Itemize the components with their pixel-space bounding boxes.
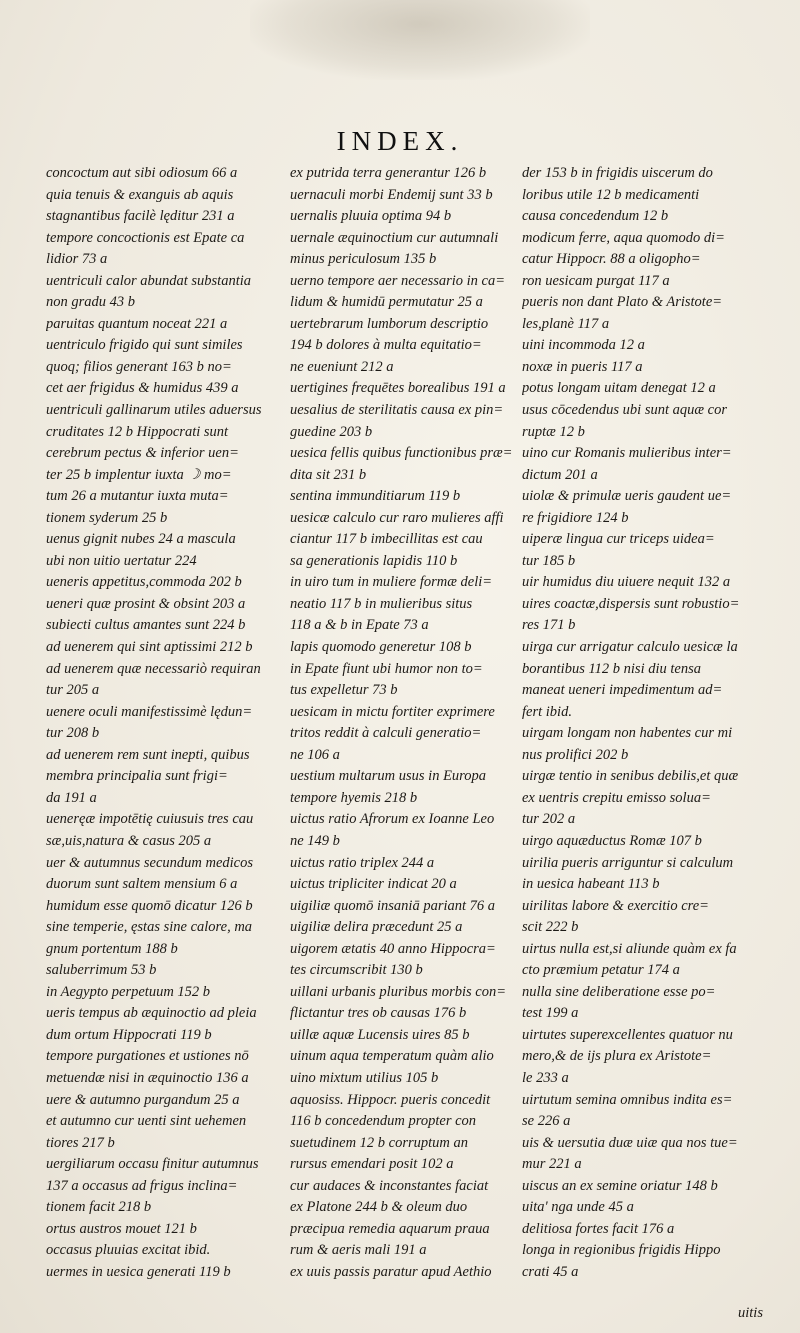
index-entry-line: tus expelletur 73 b: [290, 682, 398, 699]
index-entry-line: non gradu 43 b: [46, 294, 136, 311]
index-entry-line: uires coactæ,dispersis sunt robustio=: [522, 595, 740, 612]
index-entry-line: longa in regionibus frigidis Hippo: [522, 1242, 721, 1259]
index-entry-line: uirtutum semina omnibus indita es=: [522, 1091, 733, 1108]
index-entry-line: suetudinem 12 b corruptum an: [290, 1134, 469, 1151]
index-entry-line: uermes in uesica generati 119 b: [46, 1263, 231, 1280]
index-entry-line: cruditates 12 b Hippocrati sunt: [46, 423, 229, 440]
index-entry-line: uigiliæ quomō insaniā pariant 76 a: [290, 897, 496, 914]
index-entry-line: uino mixtum utilius 105 b: [290, 1069, 439, 1086]
index-entry-line: uino cur Romanis mulieribus inter=: [522, 445, 732, 462]
index-entry-line: ron uesicam purgat 117 a: [522, 272, 670, 289]
index-entry-line: ex putrida terra generantur 126 b: [290, 165, 487, 181]
index-entry-line: in uiro tum in muliere formæ deli=: [290, 574, 493, 591]
index-entry-line: minus periculosum 135 b: [290, 251, 437, 268]
index-entry-line: uillani urbanis pluribus morbis con=: [290, 983, 507, 1000]
index-entry-line: usus cōcedendus ubi sunt aquæ cor: [522, 402, 727, 419]
index-entry-line: ne 149 b: [290, 832, 340, 849]
index-entry-line: uigiliæ delira præcedunt 25 a: [290, 919, 463, 936]
index-entry-line: uirilitas labore & exercitio cre=: [522, 897, 709, 914]
index-entry-line: fert ibid.: [522, 703, 572, 720]
index-entry-line: ueneris appetitus,commoda 202 b: [46, 574, 242, 591]
index-entry-line: uiolæ & primulæ ueris gaudent ue=: [522, 488, 732, 505]
index-entry-line: uirgæ tentio in senibus debilis,et quæ: [522, 768, 739, 785]
index-entry-line: uigorem ætatis 40 anno Hippocra=: [290, 940, 496, 957]
index-entry-line: subiecti cultus amantes sunt 224 b: [46, 617, 246, 634]
index-entry-line: in uesica habeant 113 b: [522, 876, 660, 893]
index-entry-line: uictus ratio Afrorum ex Ioanne Leo: [290, 811, 495, 828]
index-entry-line: ter 25 b implentur iuxta ☽ mo=: [46, 466, 232, 483]
water-stain: [250, 0, 590, 80]
index-entry-line: concoctum aut sibi odiosum 66 a: [46, 165, 238, 181]
index-entry-line: tur 185 b: [522, 552, 576, 569]
index-entry-line: mur 221 a: [522, 1156, 582, 1173]
index-entry-line: uesica fellis quibus functionibus præ=: [290, 445, 513, 462]
index-entry-line: uinum aqua temperatum quàm alio: [290, 1048, 494, 1065]
index-entry-line: uestium multarum usus in Europa: [290, 768, 487, 785]
index-entry-line: catur Hippocr. 88 a oligopho=: [522, 251, 701, 268]
index-entry-line: uenere oculi manifestissimè lędun=: [46, 703, 253, 720]
index-entry-line: ueneri quæ prosint & obsint 203 a: [46, 595, 246, 612]
index-entry-line: se 226 a: [522, 1113, 571, 1130]
index-entry-line: flictantur tres ob causas 176 b: [290, 1005, 467, 1022]
index-entry-line: et autumno cur uenti sint uehemen: [46, 1113, 247, 1130]
index-entry-line: tritos reddit à calculi generatio=: [290, 725, 482, 742]
index-entry-line: uirtutes superexcellentes quatuor nu: [522, 1026, 733, 1043]
index-entry-line: uirgo aquæductus Romæ 107 b: [522, 832, 702, 849]
index-entry-line: potus longam uitam denegat 12 a: [522, 380, 716, 397]
index-entry-line: modicum ferre, aqua quomodo di=: [522, 229, 725, 246]
index-entry-line: ex uuis passis paratur apud Aethio: [290, 1263, 492, 1280]
index-entry-line: 118 a & b in Epate 73 a: [290, 617, 429, 634]
index-column-3: [522, 163, 760, 1283]
index-entry-line: uenus gignit nubes 24 a mascula: [46, 531, 236, 548]
index-entry-line: rum & aeris mali 191 a: [290, 1242, 427, 1259]
index-entry-line: uentriculo frigido qui sunt similes: [46, 337, 243, 354]
index-entry-line: præcipua remedia aquarum praua: [290, 1220, 490, 1237]
index-entry-line: quia tenuis & exanguis ab aquis: [46, 186, 234, 203]
catchword: uitis: [738, 1305, 763, 1321]
index-column-1: [46, 163, 282, 1283]
index-entry-line: maneat ueneri impedimentum ad=: [522, 682, 723, 699]
index-entry-line: uis & uersutia duæ uiæ qua nos tue=: [522, 1134, 738, 1151]
index-entry-line: uerno tempore aer necessario in ca=: [290, 272, 506, 289]
index-entry-line: der 153 b in frigidis uiscerum do: [522, 165, 713, 181]
index-entry-line: ubi non uitio uertatur 224: [46, 552, 197, 569]
index-entry-line: tempore hyemis 218 b: [290, 789, 418, 806]
index-entry-line: ortus austros mouet 121 b: [46, 1220, 197, 1237]
index-entry-line: uergiliarum occasu finitur autumnus: [46, 1156, 259, 1173]
index-entry-line: aquosiss. Hippocr. pueris concedit: [290, 1091, 491, 1108]
index-entry-line: causa concedendum 12 b: [522, 208, 669, 225]
index-entry-line: cur audaces & inconstantes faciat: [290, 1177, 489, 1194]
index-entry-line: uiperæ lingua cur triceps uidea=: [522, 531, 715, 548]
index-entry-line: sæ,uis,natura & casus 205 a: [46, 832, 212, 849]
index-entry-line: les,planè 117 a: [522, 315, 610, 332]
index-entry-line: da 191 a: [46, 789, 97, 806]
index-entry-line: noxæ in pueris 117 a: [522, 358, 643, 375]
index-entry-line: tes circumscribit 130 b: [290, 962, 423, 979]
index-entry-line: lidum & humidū permutatur 25 a: [290, 294, 483, 311]
index-entry-line: uini incommoda 12 a: [522, 337, 645, 354]
index-entry-line: 137 a occasus ad frigus inclina=: [46, 1177, 238, 1194]
index-entry-line: ciantur 117 b imbecillitas est cau: [290, 531, 483, 548]
index-entry-line: cto præmium petatur 174 a: [522, 962, 680, 979]
index-entry-line: uirgam longam non habentes cur mi: [522, 725, 733, 742]
index-entry-line: tum 26 a mutantur iuxta muta=: [46, 488, 229, 505]
index-entry-line: ruptæ 12 b: [522, 423, 585, 440]
index-entry-line: sentina immunditiarum 119 b: [290, 488, 461, 505]
index-entry-line: tiores 217 b: [46, 1134, 115, 1151]
index-entry-line: dictum 201 a: [522, 466, 598, 483]
index-entry-line: pueris non dant Plato & Aristote=: [522, 294, 723, 311]
index-entry-line: test 199 a: [522, 1005, 579, 1022]
index-entry-line: uere & autumno purgandum 25 a: [46, 1091, 240, 1108]
index-entry-line: tionem syderum 25 b: [46, 509, 168, 526]
index-entry-line: dum ortum Hippocrati 119 b: [46, 1026, 212, 1043]
index-entry-line: cet aer frigidus & humidus 439 a: [46, 380, 239, 397]
index-entry-line: ueneręæ impotētię cuiusuis tres cau: [46, 811, 254, 828]
index-entry-line: uillæ aquæ Lucensis uires 85 b: [290, 1026, 470, 1043]
index-entry-line: uernale æquinoctium cur autumnali: [290, 229, 499, 246]
index-entry-line: 194 b dolores à multa equitatio=: [290, 337, 482, 354]
index-entry-line: membra principalia sunt frigi=: [46, 768, 228, 785]
index-entry-line: crati 45 a: [522, 1263, 579, 1280]
index-entry-line: paruitas quantum noceat 221 a: [46, 315, 228, 332]
index-entry-line: uictus tripliciter indicat 20 a: [290, 876, 457, 893]
index-entry-line: uentriculi calor abundat substantia: [46, 272, 252, 289]
index-entry-line: ad uenerem qui sint aptissimi 212 b: [46, 639, 253, 656]
index-entry-line: sa generationis lapidis 110 b: [290, 552, 458, 569]
index-entry-line: tempore purgationes et ustiones nō: [46, 1048, 249, 1065]
index-entry-line: ad uenerem quæ necessariò requiran: [46, 660, 261, 677]
index-entry-line: metuendæ nisi in æquinoctio 136 a: [46, 1069, 249, 1086]
index-entry-line: le 233 a: [522, 1069, 569, 1086]
index-entry-line: re frigidiore 124 b: [522, 509, 629, 526]
index-entry-line: uirtus nulla est,si aliunde quàm ex fa: [522, 940, 737, 957]
index-entry-line: uertigines frequētes borealibus 191 a: [290, 380, 506, 397]
index-entry-line: uentriculi gallinarum utiles aduersus: [46, 402, 262, 419]
index-entry-line: loribus utile 12 b medicamenti: [522, 186, 700, 203]
index-entry-line: dita sit 231 b: [290, 466, 367, 483]
index-entry-line: ex uentris crepitu emisso solua=: [522, 789, 711, 806]
index-entry-line: neatio 117 b in mulieribus situs: [290, 595, 473, 612]
index-entry-line: nulla sine deliberatione esse po=: [522, 983, 716, 1000]
index-entry-line: lapis quomodo generetur 108 b: [290, 639, 472, 656]
index-entry-line: uesicam in mictu fortiter exprimere: [290, 703, 495, 720]
index-entry-line: uita' nga unde 45 a: [522, 1199, 634, 1216]
index-entry-line: ad uenerem rem sunt inepti, quibus: [46, 746, 250, 763]
index-entry-line: sine temperie, ęstas sine calore, ma: [46, 919, 253, 936]
index-entry-line: lidior 73 a: [46, 251, 108, 268]
index-entry-line: tur 208 b: [46, 725, 100, 742]
index-entry-line: quoq; filios generant 163 b no=: [46, 358, 232, 375]
index-entry-line: stagnantibus facilè lęditur 231 a: [46, 208, 235, 225]
index-entry-line: 116 b concedendum propter con: [290, 1113, 477, 1130]
index-entry-line: ne eueniunt 212 a: [290, 358, 394, 375]
index-entry-line: scit 222 b: [522, 919, 579, 936]
index-entry-line: uernaculi morbi Endemij sunt 33 b: [290, 186, 493, 203]
index-column-2: [290, 163, 514, 1283]
index-entry-line: uirga cur arrigatur calculo uesicæ la: [522, 639, 738, 656]
index-entry-line: delitiosa fortes facit 176 a: [522, 1220, 675, 1237]
index-entry-line: tur 205 a: [46, 682, 100, 699]
index-entry-line: saluberrimum 53 b: [46, 962, 157, 979]
index-entry-line: uir humidus diu uiuere nequit 132 a: [522, 574, 731, 591]
index-entry-line: occasus pluuias excitat ibid.: [46, 1242, 211, 1259]
index-entry-line: uernalis pluuia optima 94 b: [290, 208, 452, 225]
index-entry-line: mero,& de ijs plura ex Aristote=: [522, 1048, 712, 1065]
index-entry-line: res 171 b: [522, 617, 576, 634]
index-entry-line: in Epate fiunt ubi humor non to=: [290, 660, 483, 677]
index-entry-line: ueris tempus ab æquinoctio ad pleia: [46, 1005, 257, 1022]
index-entry-line: uiscus an ex semine oriatur 148 b: [522, 1177, 718, 1194]
index-entry-line: gnum portentum 188 b: [46, 940, 178, 957]
index-entry-line: uirilia pueris arriguntur si calculum: [522, 854, 734, 871]
index-entry-line: nus prolifici 202 b: [522, 746, 629, 763]
index-entry-line: tempore concoctionis est Epate ca: [46, 229, 245, 246]
page-title: INDEX.: [336, 126, 464, 156]
index-entry-line: duorum sunt saltem mensium 6 a: [46, 876, 238, 893]
index-entry-line: tur 202 a: [522, 811, 576, 828]
index-entry-line: humidum esse quomō dicatur 126 b: [46, 897, 253, 914]
index-entry-line: rursus emendari posit 102 a: [290, 1156, 454, 1173]
index-entry-line: tionem facit 218 b: [46, 1199, 152, 1216]
index-entry-line: uictus ratio triplex 244 a: [290, 854, 435, 871]
index-entry-line: cerebrum pectus & inferior uen=: [46, 445, 239, 462]
index-entry-line: uer & autumnus secundum medicos: [46, 854, 254, 871]
index-entry-line: uertebrarum lumborum descriptio: [290, 315, 489, 332]
index-entry-line: in Aegypto perpetuum 152 b: [46, 983, 211, 1000]
index-entry-line: uesalius de sterilitatis causa ex pin=: [290, 402, 504, 419]
index-entry-line: borantibus 112 b nisi diu tensa: [522, 660, 701, 677]
index-entry-line: ne 106 a: [290, 746, 340, 763]
index-entry-line: ex Platone 244 b & oleum duo: [290, 1199, 468, 1216]
index-entry-line: guedine 203 b: [290, 423, 373, 440]
index-entry-line: uesicæ calculo cur raro mulieres affi: [290, 509, 504, 526]
